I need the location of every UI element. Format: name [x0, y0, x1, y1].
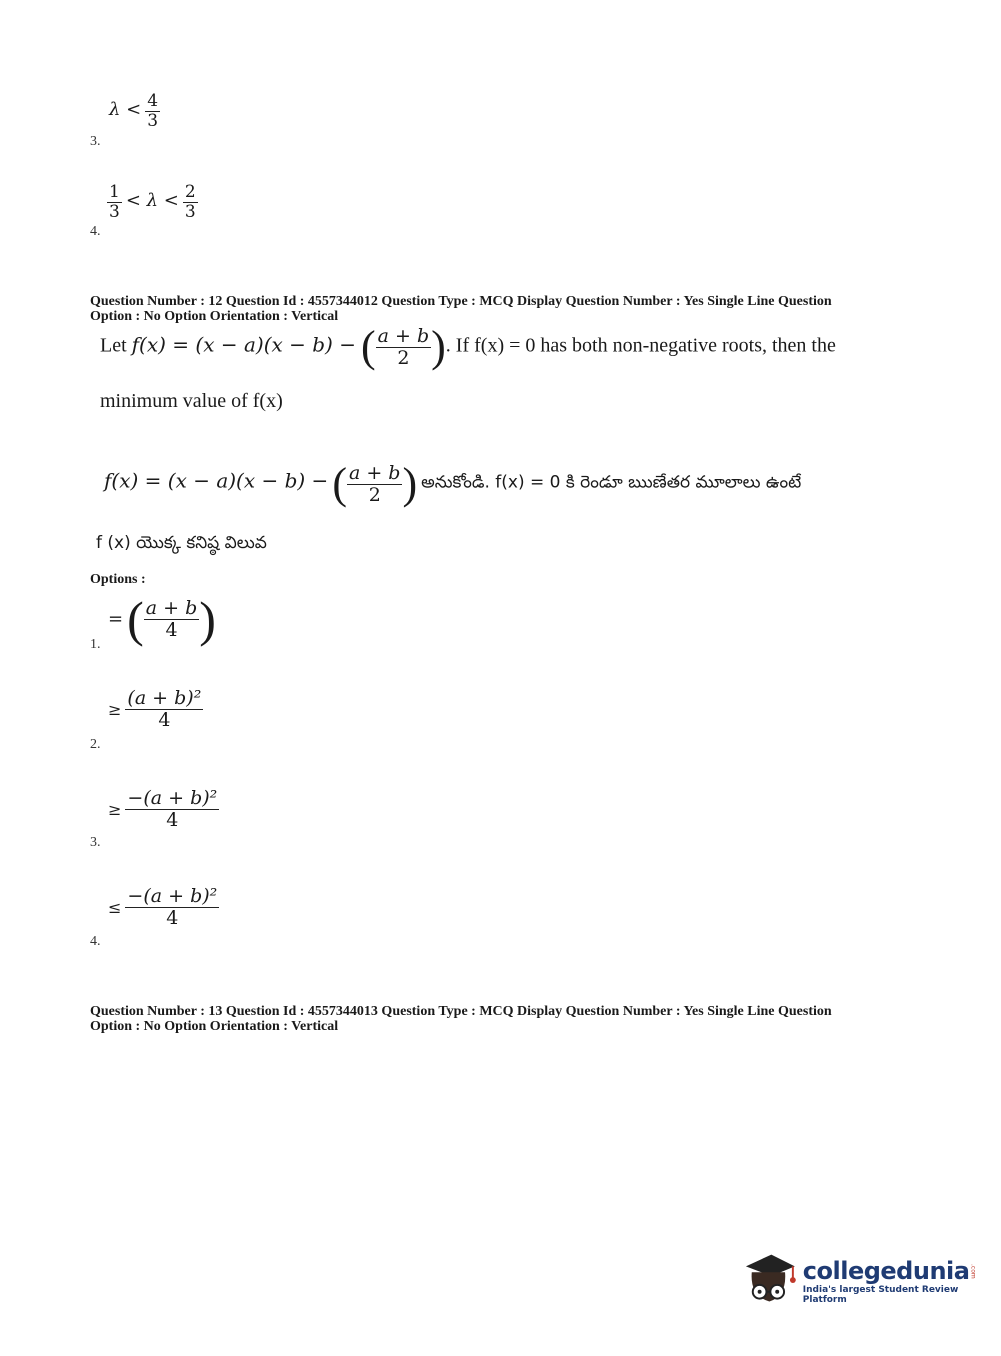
- prev-option-4-expr: $\frac{1}{3}$ < λ < $\frac{2}{3}$: [109, 182, 196, 222]
- q12-option-3-number: 3.: [90, 835, 101, 850]
- q12-english-line1: Let f(x) = (x − a)(x − b) − ( $\frac{a + b}{2}$ ). If f(x) = 0 has both non-negative roots, then the: [100, 322, 836, 371]
- prev-option-3-expr: λ < $\frac{4}{3}$: [109, 91, 159, 131]
- q12-option-1-number: 1.: [90, 637, 101, 652]
- q12-option-4-expr: ≤ $\frac{\text{−(a + b)²}}{4}$: [108, 885, 218, 929]
- prev-option-4-number: 4.: [90, 224, 101, 239]
- q12-option-3-expr: ≥ $\frac{\text{−(a + b)²}}{4}$: [108, 787, 218, 831]
- q12-telugu-line2: f (x) యొక్క కనిష్ఠ విలువ: [96, 533, 267, 553]
- prev-option-3-number: 3.: [90, 134, 101, 149]
- q12-option-2-expr: ≥ $\frac{\text{(a + b)²}}{4}$: [108, 687, 202, 731]
- q12-telugu-line1: f(x) = (x − a)(x − b) − ( $\frac{a + b}{2}$ ) అనుకోండి. f(x) = 0 కి రెండూ ఋణేతర మూలాలు ఉంటే: [104, 459, 802, 508]
- q12-meta: Question Number : 12 Question Id : 4557344012 Question Type : MCQ Display Question Number : Yes Single Line Question Option : No Option Orientation : Vertical: [90, 294, 832, 324]
- mascot-icon: [742, 1252, 797, 1310]
- q12-option-1-expr: = ( $\frac{a + b}{4}$ ): [108, 591, 216, 647]
- options-label: Options :: [90, 572, 146, 587]
- logo-wordmark: collegedunia: [802, 1257, 970, 1285]
- logo-tagline: India's largest Student Review Platform: [802, 1285, 959, 1305]
- logo-com: .com: [969, 1264, 977, 1279]
- q12-english-line2: minimum value of f(x): [100, 390, 283, 412]
- q12-option-4-number: 4.: [90, 934, 101, 949]
- collegedunia-logo: [742, 1252, 1001, 1310]
- q13-meta: Question Number : 13 Question Id : 4557344013 Question Type : MCQ Display Question Number : Yes Single Line Question Option : No Option Orientation : Vertical: [90, 1004, 832, 1034]
- q12-option-2-number: 2.: [90, 737, 101, 752]
